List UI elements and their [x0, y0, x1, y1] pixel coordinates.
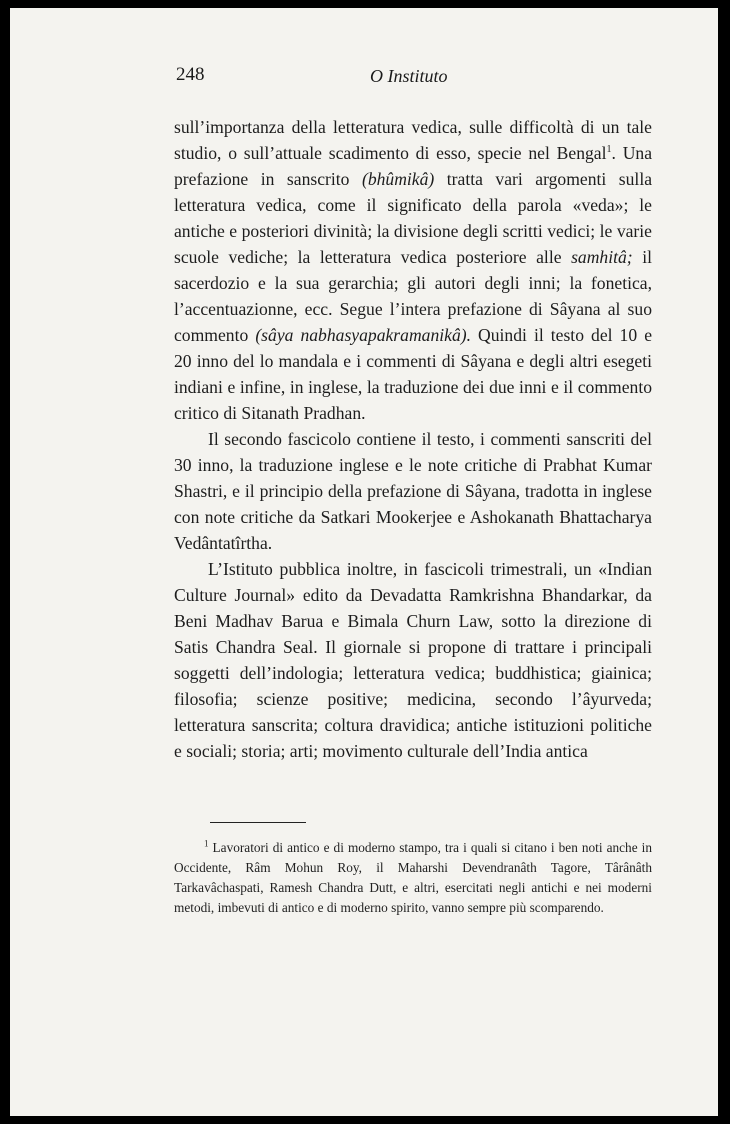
italic-term: samhitâ;: [571, 247, 633, 267]
paragraph-text: Il secondo fascicolo contiene il testo, i commenti sanscriti del 30 inno, la traduzione inglese e le note critiche di Prabhat Kumar Shastri, e il principio della prefazione di Sâyana, tradotta in inglese con note critiche da Satkari Mookerjee e Ashokanath Bhattacharya Vedântatîrtha.: [174, 429, 652, 553]
paragraph-text: sull’importanza della letteratura vedica, sulle difficoltà di un tale studio, o sull’attuale scadimento di esso, specie nel Bengal: [174, 117, 652, 163]
running-title: O Instituto: [370, 66, 448, 86]
footnote: [174, 838, 652, 918]
page-header: [10, 64, 718, 94]
paragraph-text: . Una prefazione in sanscrito: [174, 143, 653, 189]
italic-term: (bhûmikâ): [361, 169, 435, 189]
italic-term: (sâya nabhasyapakramanikâ).: [255, 325, 471, 345]
book-page: [10, 8, 718, 1116]
paragraph-text: L’Istituto pubblica inoltre, in fascicoli trimestrali, un «Indian Culture Journal» edito da Devadatta Ramkrishna Bhandarkar, da Beni Madhav Barua e Bimala Churn Law, sotto la direzione di Satis Chandra Seal. Il giornale si propone di trattare i principali soggetti dell’indologia; letteratura vedica; buddhistica; giainica; filosofia; scienze positive; medicina, secondo l’âyurveda; letteratura sanscrita; coltura dravidica; antiche istituzioni politiche e sociali; storia; arti; movimento culturale dell’India antica: [174, 559, 652, 761]
body-text: [174, 114, 652, 764]
footnote-reference: 1: [606, 144, 612, 156]
footnote-marker: 1: [204, 838, 209, 849]
paragraph: [174, 556, 652, 764]
paragraph-text: Quindi il testo del 10 e 20 inno del lo mandala e i commenti di Sâyana e degli altri esegeti indiani e infine, in inglese, la traduzione dei due inni e il commento critico di Sitanath Pradhan.: [174, 325, 652, 423]
footnote-text: Lavoratori di antico e di moderno stampo, tra i quali si citano i ben noti anche in Occidente, Râm Mohun Roy, il Maharshi Devendranâth Tagore, Târânâth Tarkavâchaspati, Ramesh Chandra Dutt, e altri, esercitati negli antichi e nei moderni metodi, imbevuti di antico e di moderno spirito, vanno sempre più scomparendo.: [174, 840, 652, 915]
paragraph-text: il sacerdozio e la sua gerarchia; gli autori degli inni; la fonetica, l’accentuazionne, ecc. Segue l’intera prefazione di Sâyana al suo commento: [174, 247, 652, 345]
paragraph: [174, 114, 652, 426]
paragraph-text: tratta vari argomenti sulla letteratura vedica, come il significato della parola «veda»; le antiche e posteriori divinità; la divisione degli scritti vedici; le varie scuole vediche; la letteratura vedica posteriore alle: [174, 169, 653, 267]
paragraph: [174, 426, 652, 556]
page-number: 248: [176, 64, 205, 85]
footnote-divider: [210, 822, 306, 823]
